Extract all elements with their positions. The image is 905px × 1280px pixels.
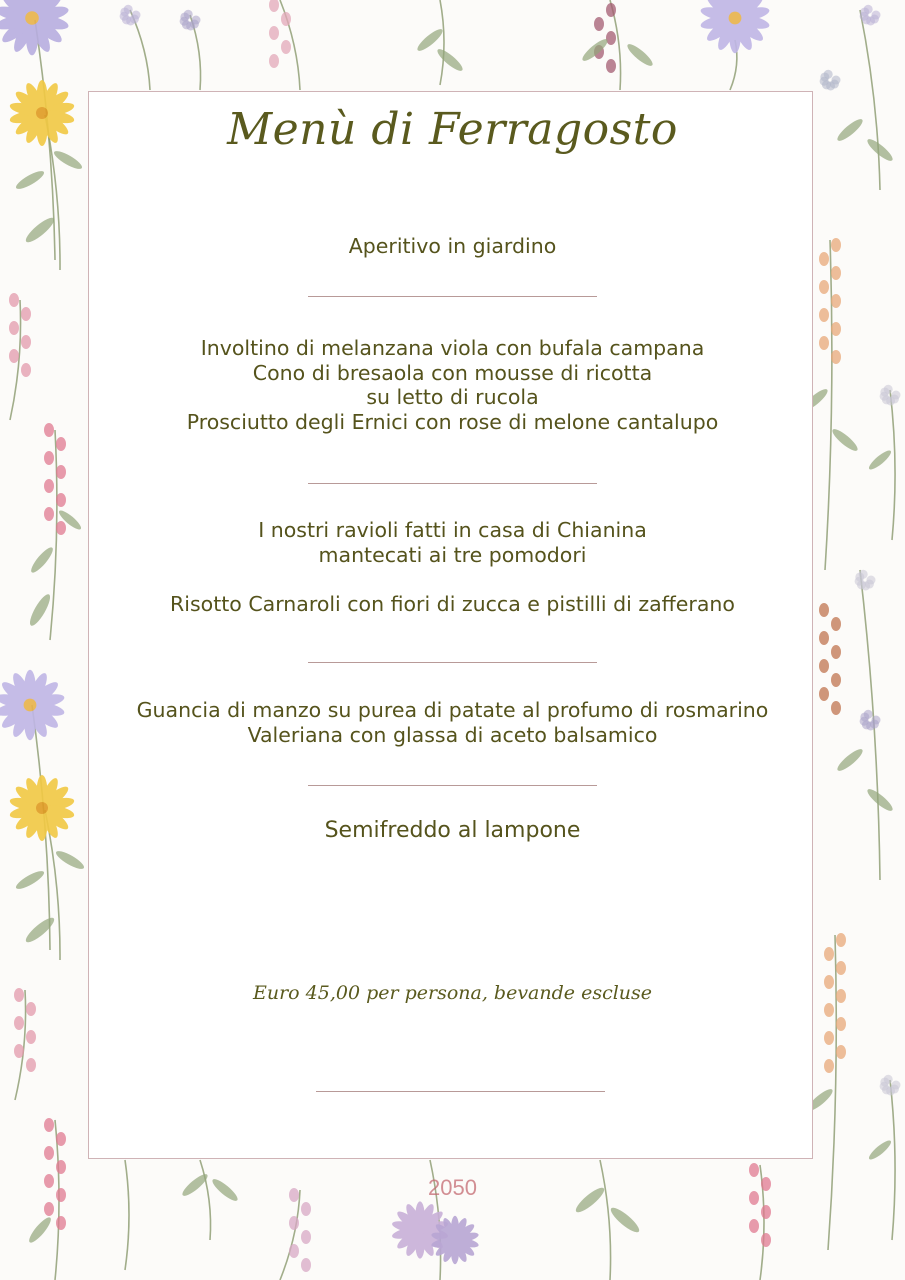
- menu-item: su letto di rucola: [366, 385, 539, 409]
- divider: [308, 662, 597, 663]
- course-antipasti: [0, 336, 905, 434]
- menu-item: Cono di bresaola con mousse di ricotta: [252, 360, 653, 385]
- menu-item: Prosciutto degli Ernici con rose di melone cantalupo: [186, 409, 719, 434]
- menu-item: Valeriana con glassa di aceto balsamico: [247, 722, 658, 747]
- menu-item: Risotto Carnaroli con fiori di zucca e pistilli di zafferano: [170, 591, 735, 616]
- divider: [308, 483, 597, 484]
- price-note: Euro 45,00 per persona, bevande escluse: [252, 982, 653, 1004]
- menu-item: Semifreddo al lampone: [324, 818, 581, 843]
- menu-item: Guancia di manzo su purea di patate al profumo di rosmarino: [136, 698, 769, 722]
- divider: [308, 785, 597, 786]
- menu-item: mantecati ai tre pomodori: [318, 542, 587, 567]
- menu-item: [0, 567, 905, 592]
- course-primi: [0, 518, 905, 616]
- menu-item: I nostri ravioli fatti in casa di Chianina: [258, 518, 647, 542]
- divider: [316, 1091, 605, 1092]
- menu-item: Aperitivo in giardino: [348, 234, 557, 258]
- menu-title: Menù di Ferragosto: [227, 104, 678, 155]
- page-number: 2050: [428, 1175, 477, 1200]
- course-aperitivo: [0, 234, 905, 259]
- divider: [308, 296, 597, 297]
- course-secondi: [0, 698, 905, 747]
- course-dolce: [0, 819, 905, 844]
- menu-item: Involtino di melanzana viola con bufala campana: [200, 336, 705, 360]
